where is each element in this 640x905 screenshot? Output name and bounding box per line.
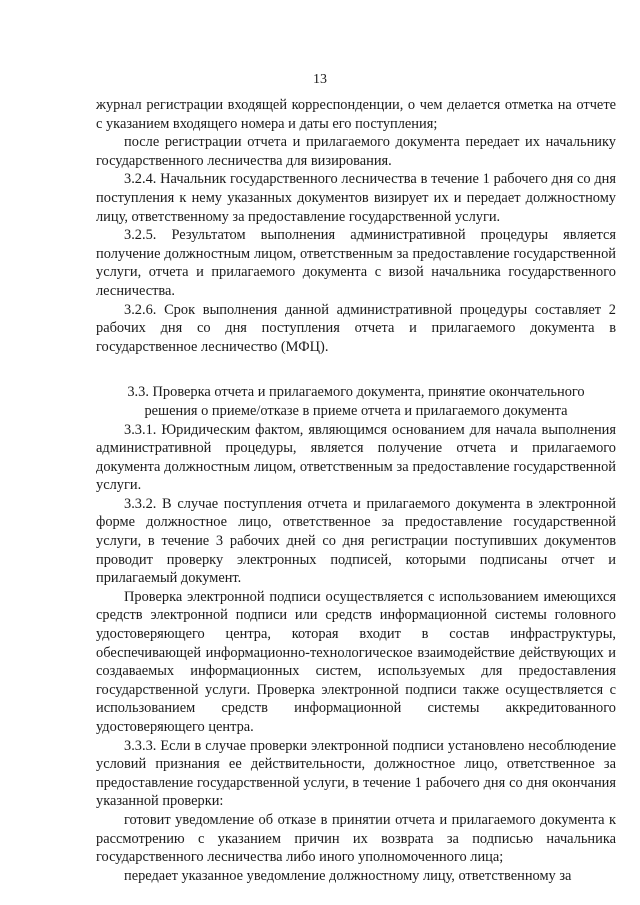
- paragraph: журнал регистрации входящей корреспонденции, о чем делается отметка на отчете с указанием входящего номера и даты его поступления;: [96, 97, 616, 132]
- page-number: 13: [313, 72, 327, 87]
- paragraph-3-3-1: 3.3.1. Юридическим фактом, являющимся основанием для начала выполнения административной процедуры, является получение отчета и прилагаемого документа должностным лицом, ответственным за предоставление государственной услуги.: [96, 421, 616, 494]
- paragraph-3-2-5: 3.2.5. Результатом выполнения административной процедуры является получение должностным лицом, ответственным за предоставление государственной услуги, отчета и прилагаемого документа с визой начальника государственного лесничества.: [96, 227, 616, 299]
- paragraph: Проверка электронной подписи осуществляется с использованием имеющихся средств электронной подписи или средств информационной системы головного удостоверяющего центра, которая входит в состав инфраструктуры, обеспечивающей информационно-технологическое взаимодействие действующих и создаваемых информационных систем, используемых для предоставления государственной услуги. Проверка электронной подписи также осуществляется с использованием средств информационной системы аккредитованного удостоверяющего центра.: [96, 588, 616, 735]
- paragraph: передает указанное уведомление должностному лицу, ответственному за: [124, 867, 572, 884]
- paragraph-3-2-4: 3.2.4. Начальник государственного лесничества в течение 1 рабочего дня со дня поступления к нему указанных документов визирует их и передает должностному лицу, ответственному за предоставление государственной услуги.: [96, 171, 616, 225]
- paragraph-3-3-2: 3.3.2. В случае поступления отчета и прилагаемого документа в электронной форме должностное лицо, ответственное за предоставление государственной услуги, в течение 3 рабочих дней со дня регистрации поступивших документов проводит проверку электронных подписей, которыми подписаны отчет и прилагаемый документ.: [96, 495, 616, 587]
- paragraph: после регистрации отчета и прилагаемого документа передает их начальнику государственного лесничества для визирования.: [96, 134, 616, 169]
- paragraph: готовит уведомление об отказе в принятии отчета и прилагаемого документа к рассмотрению с указанием причин их возврата за подписью начальника государственного лесничества либо иного уполномоченного лица;: [96, 811, 616, 866]
- section-heading-3-3: 3.3. Проверка отчета и прилагаемого документа, принятие окончательного решения о приеме/отказе в приеме отчета и прилагаемого документа: [127, 384, 585, 419]
- paragraph-3-3-3: 3.3.3. Если в случае проверки электронной подписи установлено несоблюдение условий признания ее действительности, должностное лицо, ответственное за предоставление государственной услуги, в течение 1 рабочего дня со дня окончания указанной проверки:: [96, 737, 616, 810]
- document-body: [96, 96, 616, 885]
- paragraph-3-2-6: 3.2.6. Срок выполнения данной административной процедуры составляет 2 рабочих дня со дня поступления отчета и прилагаемого документа в государственное лесничество (МФЦ).: [96, 301, 616, 355]
